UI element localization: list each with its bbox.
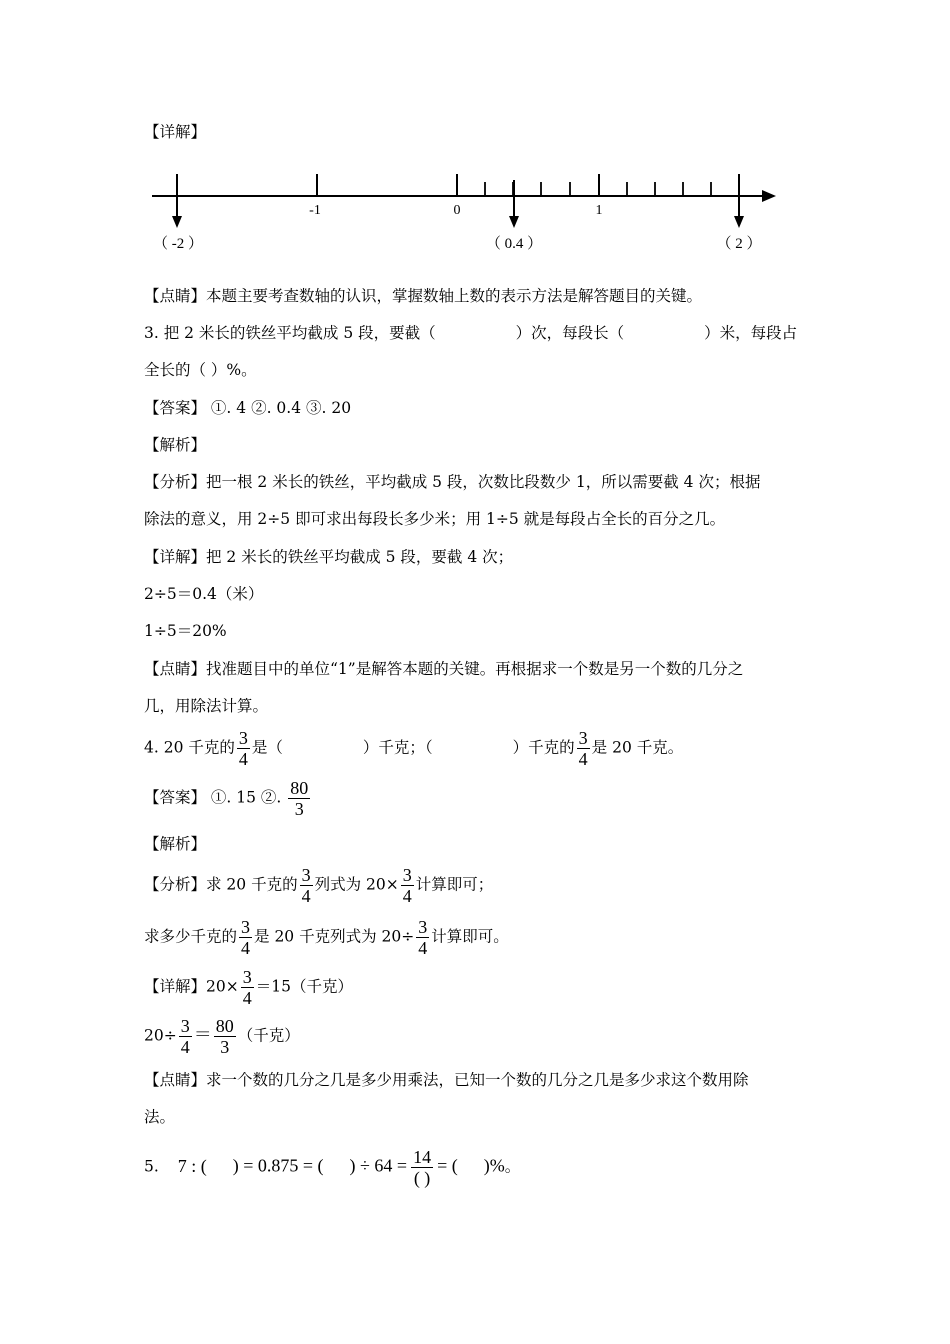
fraction: $\frac{3}{4}$ — [241, 917, 251, 958]
question-5: 5. 7 : ( ) = 0.875 = ( ) ÷ 64 = $\frac{14}{( )}$ = ( )%。 — [144, 1147, 521, 1188]
question-3-line2: 全长的（ ）%。 — [144, 361, 257, 379]
calc-3-1: 2÷5＝0.4（米） — [144, 585, 264, 603]
answer-label: （ 0.4 ） — [485, 236, 543, 252]
fraction: $\frac{3}{4}$ — [180, 1016, 190, 1057]
question-4: 4. 20 千克的 $\frac{3}{4}$ 是（ ）千克；（ ）千克的 $\frac{3}{4}$ 是 20 千克。 — [144, 728, 684, 769]
answer-4: 【答案】 ①. 15 ②. $\frac{80}{3}$ — [144, 778, 309, 819]
number-line-diagram — [0, 160, 950, 260]
answer-label: （ 2 ） — [716, 236, 762, 252]
tick-label: -1 — [309, 203, 321, 218]
jiexi-label: 【解析】 — [144, 835, 207, 853]
pointer-arrowhead — [172, 216, 182, 228]
dianjing-3-line2: 几，用除法计算。 — [144, 697, 269, 715]
dianjing-4-line2: 法。 — [144, 1108, 176, 1126]
answer-label: （ -2 ） — [153, 236, 203, 252]
dianjing-text: 【点睛】本题主要考查数轴的认识，掌握数轴上数的表示方法是解答题目的关键。 — [144, 287, 703, 305]
fraction: $\frac{3}{4}$ — [238, 728, 248, 769]
fraction: $\frac{3}{4}$ — [578, 728, 588, 769]
fraction: $\frac{3}{4}$ — [402, 865, 412, 906]
jiexi-label: 【解析】 — [144, 436, 207, 454]
dianjing-3-line1: 【点睛】找准题目中的单位“1”是解答本题的关键。再根据求一个数是另一个数的几分之 — [144, 660, 744, 678]
fraction: $\frac{3}{4}$ — [301, 865, 311, 906]
fenxi-3-line2: 除法的意义，用 2÷5 即可求出每段长多少米；用 1÷5 就是每段占全长的百分之几。 — [144, 510, 726, 528]
calc-3-2: 1÷5＝20% — [144, 622, 227, 640]
fraction: $\frac{80}{3}$ — [290, 778, 309, 819]
xiangjie-3: 【详解】把 2 米长的铁丝平均截成 5 段，要截 4 次； — [144, 548, 514, 566]
question-3-line1: 3. 把 2 米长的铁丝平均截成 5 段，要截（ ）次，每段长（ ）米，每段占 — [144, 324, 798, 342]
fenxi-4-line2: 求多少千克的 $\frac{3}{4}$ 是 20 千克列式为 20÷ $\frac{3}{4}$ 计算即可。 — [144, 917, 509, 958]
answer-3: 【答案】 ①. 4 ②. 0.4 ③. 20 — [144, 399, 352, 417]
fraction: $\frac{3}{4}$ — [418, 917, 428, 958]
pointer-arrowhead — [734, 216, 744, 228]
calc-4: 20÷ $\frac{3}{4}$ ＝ $\frac{80}{3}$ （千克） — [144, 1016, 300, 1057]
section-header-xiangjie: 【详解】 — [144, 123, 207, 141]
fraction: $\frac{80}{3}$ — [215, 1016, 234, 1057]
axis-arrowhead — [762, 190, 776, 202]
tick-label: 1 — [595, 203, 603, 218]
fenxi-3-line1: 【分析】把一根 2 米长的铁丝，平均截成 5 段，次数比段数少 1，所以需要截 4 次；根据 — [144, 473, 761, 491]
dianjing-4-line1: 【点睛】求一个数的几分之几是多少用乘法，已知一个数的几分之几是多少求这个数用除 — [144, 1071, 749, 1089]
xiangjie-4: 【详解】20× $\frac{3}{4}$ ＝15（千克） — [144, 967, 353, 1008]
fraction: $\frac{3}{4}$ — [242, 967, 252, 1008]
fraction: $\frac{14}{( )}$ — [413, 1147, 432, 1188]
pointer-arrowhead — [509, 216, 519, 228]
fenxi-4-line1: 【分析】求 20 千克的 $\frac{3}{4}$ 列式为 20× $\frac{3}{4}$ 计算即可； — [144, 865, 494, 906]
tick-label: 0 — [453, 203, 461, 218]
